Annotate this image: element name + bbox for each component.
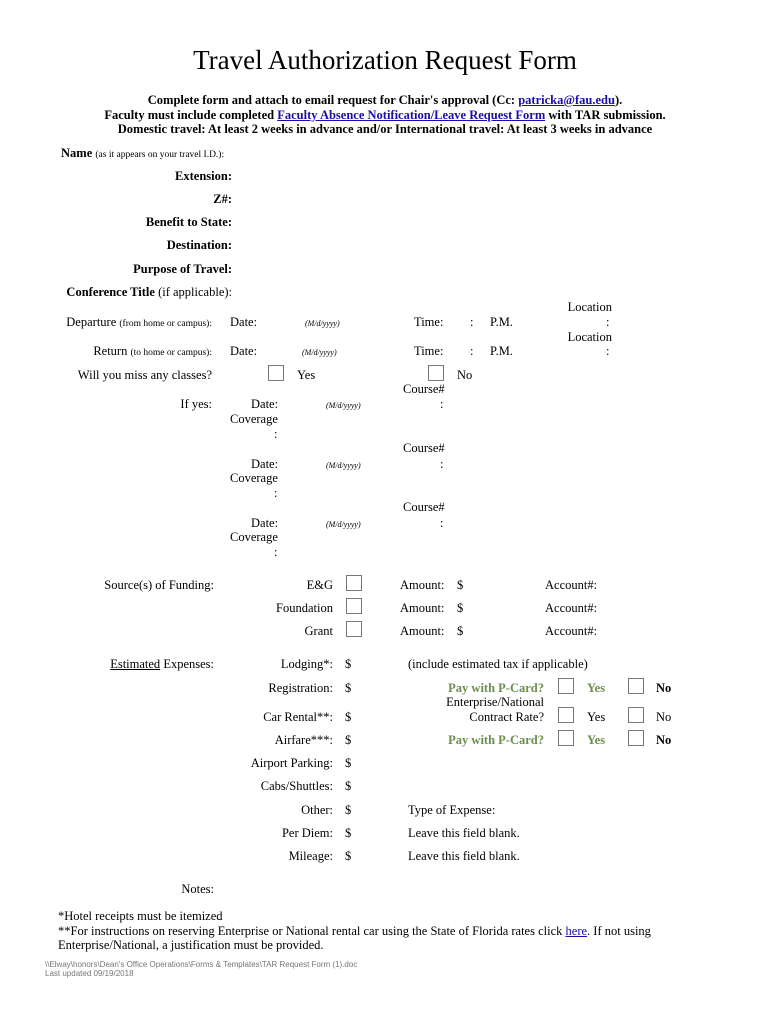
funding-eg-checkbox[interactable] [346, 575, 362, 591]
class1-date-format: (M/d/yyyy) [326, 401, 361, 410]
mileage-label: Mileage: [288, 849, 333, 863]
intro-text: ). [614, 93, 623, 107]
type-of-expense-label: Type of Expense: [408, 803, 496, 817]
car-rental-dollar: $ [345, 710, 352, 724]
registration-pcard-question: Pay with P-Card? [448, 681, 544, 695]
expenses-label [110, 657, 214, 672]
benefit-label: Benefit to State: [145, 215, 232, 229]
class1-course-label: Course# [403, 382, 445, 396]
intro-line-3: Domestic travel: At least 2 weeks in advance and/or International travel: At least 3 weeks in advance [117, 122, 653, 136]
registration-pcard-no-checkbox[interactable] [628, 678, 644, 694]
conference-note: (if applicable): [158, 285, 232, 299]
class2-course-label: Course# [403, 441, 445, 455]
return-date-format: (M/d/yyyy) [302, 348, 337, 357]
footnote-rental-text-end: . If not using [587, 924, 651, 938]
footnote-rental-text: **For instructions on reserving Enterprise or National rental car using the State of Florida rates click [58, 924, 566, 938]
name-label: Name [61, 146, 93, 160]
airport-parking-label: Airport Parking: [250, 756, 333, 770]
faculty-absence-form-link[interactable]: Faculty Absence Notification/Leave Request Form [277, 108, 546, 122]
class1-coverage-label: Coverage [230, 412, 278, 426]
funding-eg-amount-label: Amount: [400, 578, 445, 592]
name-label-group [61, 146, 224, 161]
funding-grant-amount-label: Amount: [400, 624, 445, 638]
footer-file-path: \\Elway\honors\Dean's Office Operations\Forms & Templates\TAR Request Form (1).doc [45, 960, 358, 969]
airfare-pcard-yes-checkbox[interactable] [558, 730, 574, 746]
airport-parking-dollar: $ [345, 756, 352, 770]
znumber-label: Z#: [213, 192, 232, 206]
departure-date-format: (M/d/yyyy) [305, 319, 340, 328]
footnote-rental [58, 924, 651, 939]
funding-grant-dollar: $ [457, 624, 464, 638]
registration-label: Registration: [268, 681, 333, 695]
funding-eg-account-label: Account#: [545, 578, 598, 592]
purpose-label: Purpose of Travel: [133, 262, 232, 276]
airfare-dollar: $ [345, 733, 352, 747]
return-time-label: Time: [414, 344, 444, 358]
enterprise-yes-checkbox[interactable] [558, 707, 574, 723]
funding-foundation-account-label: Account#: [545, 601, 598, 615]
name-note: (as it appears on your travel I.D.): [95, 150, 225, 160]
funding-foundation-checkbox[interactable] [346, 598, 362, 614]
if-yes-label: If yes: [180, 397, 212, 411]
per-diem-note: Leave this field blank. [408, 826, 520, 840]
lodging-note: (include estimated tax if applicable) [408, 657, 588, 671]
departure-location-label: Location [567, 300, 612, 314]
classes-yes-checkbox[interactable] [268, 365, 284, 381]
intro-line-1 [0, 93, 770, 108]
return-time-colon: : [470, 344, 474, 358]
enterprise-question-line1: Enterprise/National [446, 695, 544, 709]
registration-dollar: $ [345, 681, 352, 695]
funding-source-eg: E&G [306, 578, 333, 592]
class2-date-label: Date: [251, 457, 279, 471]
classes-no-label: No [457, 368, 473, 382]
airfare-pcard-yes-label: Yes [587, 733, 606, 747]
email-link[interactable]: patricka@fau.edu [518, 93, 615, 107]
funding-eg-dollar: $ [457, 578, 464, 592]
destination-label: Destination: [166, 238, 232, 252]
departure-date-label: Date: [230, 315, 258, 329]
intro-text: Faculty must include completed [104, 108, 278, 122]
class3-course-colon: : [440, 516, 444, 530]
return-location-colon: : [606, 344, 610, 358]
class3-date-label: Date: [251, 516, 279, 530]
class3-date-format: (M/d/yyyy) [326, 520, 361, 529]
airfare-pcard-question: Pay with P-Card? [448, 733, 544, 747]
funding-source-foundation: Foundation [276, 601, 333, 615]
return-label: Return [93, 344, 128, 358]
footnote-rental-line2: Enterprise/National, a justification must be provided. [58, 938, 324, 952]
extension-label: Extension: [175, 169, 232, 183]
return-note: (to home or campus): [130, 348, 212, 358]
airfare-pcard-no-label: No [656, 733, 672, 747]
intro-text: with TAR submission. [545, 108, 666, 122]
class2-date-format: (M/d/yyyy) [326, 461, 361, 470]
funding-source-grant: Grant [304, 624, 333, 638]
return-date-label: Date: [230, 344, 258, 358]
form-title: Travel Authorization Request Form [193, 45, 577, 75]
departure-pm: P.M. [490, 315, 513, 329]
enterprise-no-checkbox[interactable] [628, 707, 644, 723]
lodging-dollar: $ [345, 657, 352, 671]
class2-coverage-colon: : [274, 486, 278, 500]
return-pm: P.M. [490, 344, 513, 358]
return-label-group [93, 344, 212, 359]
other-label: Other: [301, 803, 333, 817]
mileage-dollar: $ [345, 849, 352, 863]
cabs-dollar: $ [345, 779, 352, 793]
car-rental-label: Car Rental**: [263, 710, 333, 724]
miss-classes-question: Will you miss any classes? [77, 368, 212, 382]
notes-label: Notes: [181, 882, 214, 896]
airfare-label: Airfare***: [274, 733, 333, 747]
registration-pcard-yes-label: Yes [587, 681, 606, 695]
class1-date-label: Date: [251, 397, 279, 411]
classes-no-checkbox[interactable] [428, 365, 444, 381]
per-diem-label: Per Diem: [281, 826, 333, 840]
intro-text: Complete form and attach to email request for Chair's approval (Cc: [147, 93, 519, 107]
airfare-pcard-no-checkbox[interactable] [628, 730, 644, 746]
class3-coverage-label: Coverage [230, 530, 278, 544]
departure-note: (from home or campus): [119, 319, 212, 329]
conference-label-group [66, 285, 232, 300]
funding-foundation-dollar: $ [457, 601, 464, 615]
class2-coverage-label: Coverage [230, 471, 278, 485]
class1-course-colon: : [440, 397, 444, 411]
mileage-note: Leave this field blank. [408, 849, 520, 863]
expenses-label-estimated: Estimated [110, 657, 161, 671]
enterprise-yes-label: Yes [587, 710, 606, 724]
enterprise-no-label: No [656, 710, 672, 724]
class3-coverage-colon: : [274, 545, 278, 559]
other-dollar: $ [345, 803, 352, 817]
departure-time-colon: : [470, 315, 474, 329]
departure-label-group [66, 315, 212, 330]
classes-yes-label: Yes [297, 368, 316, 382]
class1-coverage-colon: : [274, 427, 278, 441]
departure-time-label: Time: [414, 315, 444, 329]
cabs-label: Cabs/Shuttles: [260, 779, 333, 793]
footer-last-updated: Last updated 09/19/2018 [45, 969, 134, 978]
class2-course-colon: : [440, 457, 444, 471]
funding-label: Source(s) of Funding: [104, 578, 214, 592]
departure-location-colon: : [606, 315, 610, 329]
enterprise-question-line2: Contract Rate? [469, 710, 544, 724]
rental-here-link[interactable]: here [565, 924, 588, 938]
funding-grant-checkbox[interactable] [346, 621, 362, 637]
conference-label: Conference Title [66, 285, 155, 299]
footnote-hotel: *Hotel receipts must be itemized [58, 909, 223, 923]
funding-grant-account-label: Account#: [545, 624, 598, 638]
lodging-label: Lodging*: [280, 657, 333, 671]
expenses-label-rest: Expenses: [160, 657, 214, 671]
registration-pcard-yes-checkbox[interactable] [558, 678, 574, 694]
intro-line-2 [0, 108, 770, 123]
funding-foundation-amount-label: Amount: [400, 601, 445, 615]
departure-label: Departure [66, 315, 117, 329]
class3-course-label: Course# [403, 500, 445, 514]
return-location-label: Location [567, 330, 612, 344]
per-diem-dollar: $ [345, 826, 352, 840]
registration-pcard-no-label: No [656, 681, 672, 695]
